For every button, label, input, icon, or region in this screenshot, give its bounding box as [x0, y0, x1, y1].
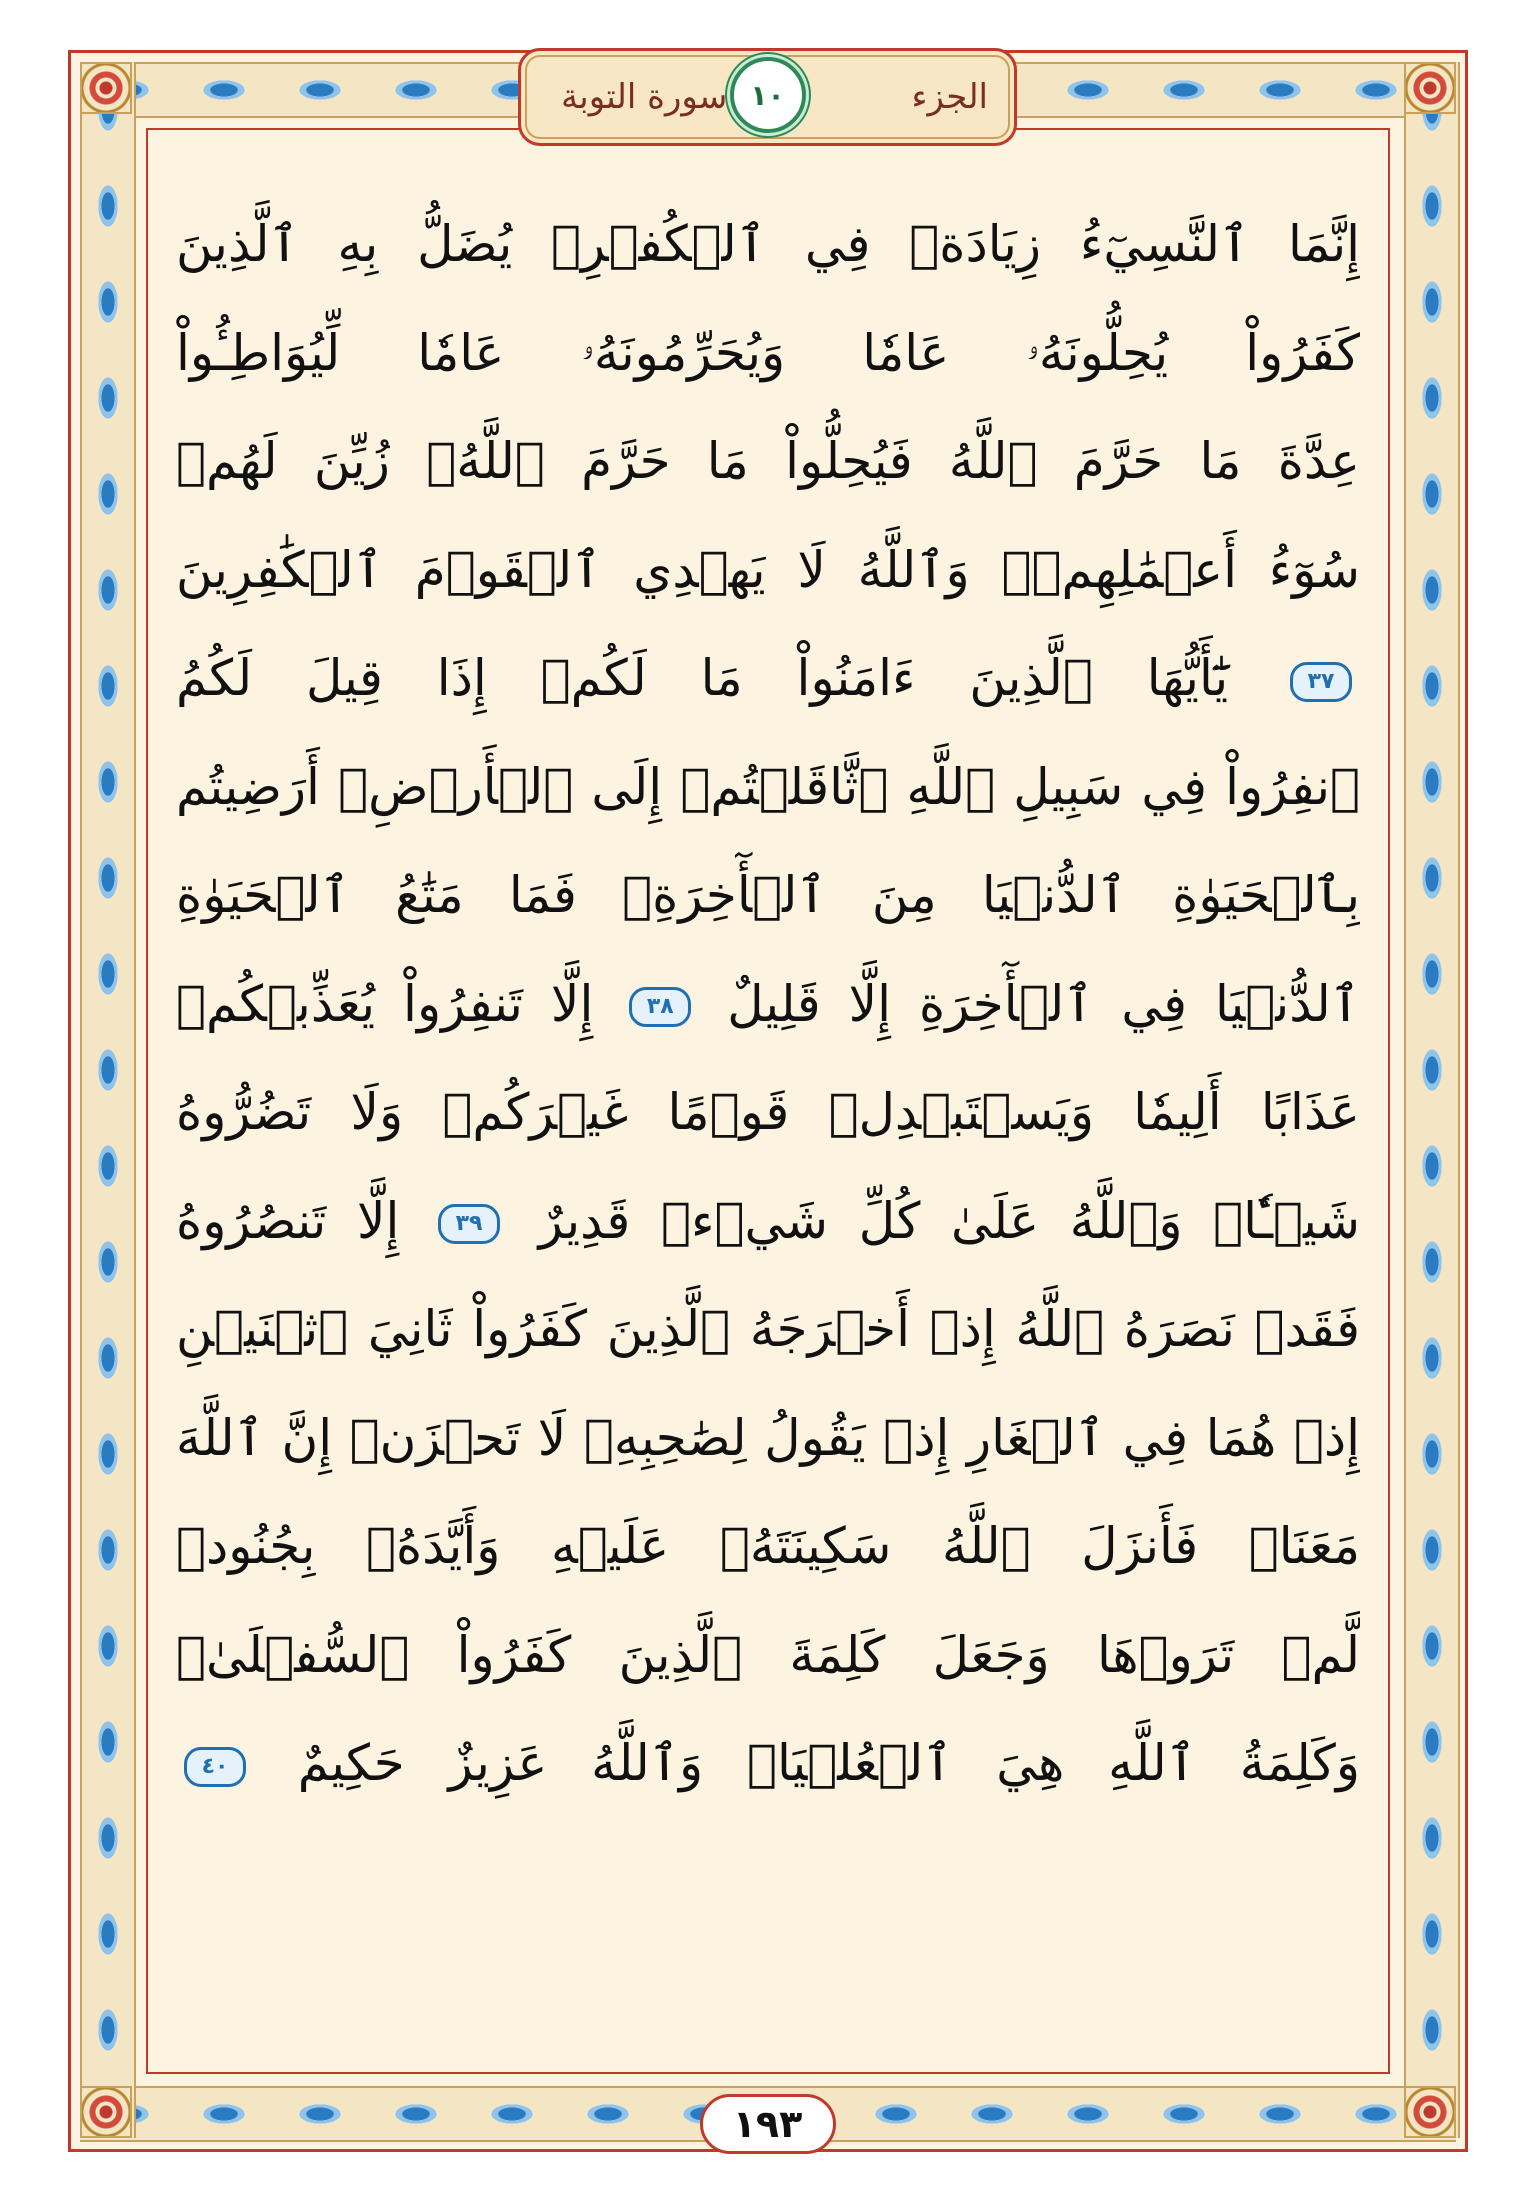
verse-line-2: كَفَرُواْ يُحِلُّونَهُۥ عَامٗا وَيُحَرِّمُونَهُۥ عَامٗا لِّيُوَاطِـُٔواْ	[176, 323, 1360, 382]
corner-rosette-icon	[1404, 2086, 1456, 2138]
left-ornament-border	[80, 62, 136, 2138]
ayah-end-marker: ٣٨	[629, 987, 691, 1027]
verse-line-11: فَقَدۡ نَصَرَهُ ٱللَّهُ إِذۡ أَخۡرَجَهُ ٱلَّذِينَ كَفَرُواْ ثَانِيَ ٱثۡنَيۡنِ	[176, 1300, 1360, 1358]
verse-line-4: سُوٓءُ أَعۡمَٰلِهِمۡۗ وَٱللَّهُ لَا يَهۡدِي ٱلۡقَوۡمَ ٱلۡكَٰفِرِينَ	[176, 540, 1360, 599]
verse-line-5: ٣٧ يَٰٓأَيُّهَا ٱلَّذِينَ ءَامَنُواْ مَا لَكُمۡ إِذَا قِيلَ لَكُمُ	[176, 624, 1360, 733]
verse-line-1: إِنَّمَا ٱلنَّسِيٓءُ زِيَادَةٞ فِي ٱلۡكُفۡرِۖ يُضَلُّ بِهِ ٱلَّذِينَ	[176, 215, 1360, 273]
verse-text	[176, 190, 1360, 1818]
page-number: ١٩٣	[700, 2094, 836, 2154]
corner-rosette-icon	[80, 2086, 132, 2138]
verse-line-15: وَكَلِمَةُ ٱللَّهِ هِيَ ٱلۡعُلۡيَاۗ وَٱللَّهُ عَزِيزٌ حَكِيمٌ ٤٠	[176, 1709, 1360, 1818]
verse-line-6: ٱنفِرُواْ فِي سَبِيلِ ٱللَّهِ ٱثَّاقَلۡتُمۡ إِلَى ٱلۡأَرۡضِۚ أَرَضِيتُم	[176, 757, 1360, 816]
corner-rosette-icon	[1404, 62, 1456, 114]
verse-line-9: عَذَابًا أَلِيمٗا وَيَسۡتَبۡدِلۡ قَوۡمًا غَيۡرَكُمۡ وَلَا تَضُرُّوهُ	[176, 1083, 1360, 1141]
verse-line-7: بِٱلۡحَيَوٰةِ ٱلدُّنۡيَا مِنَ ٱلۡأٓخِرَةِۚ فَمَا مَتَٰعُ ٱلۡحَيَوٰةِ	[176, 866, 1360, 924]
page-header	[518, 48, 1017, 146]
verse-line-13: مَعَنَاۖ فَأَنزَلَ ٱللَّهُ سَكِينَتَهُۥ عَلَيۡهِ وَأَيَّدَهُۥ بِجُنُودٖ	[176, 1517, 1360, 1575]
juz-label: الجزء	[911, 77, 988, 117]
ayah-end-marker: ٤٠	[184, 1747, 246, 1787]
right-ornament-border	[1404, 62, 1460, 2138]
verse-line-14: لَّمۡ تَرَوۡهَا وَجَعَلَ كَلِمَةَ ٱلَّذِينَ كَفَرُواْ ٱلسُّفۡلَىٰۗ	[176, 1625, 1360, 1684]
verse-line-3: عِدَّةَ مَا حَرَّمَ ٱللَّهُ فَيُحِلُّواْ مَا حَرَّمَ ٱللَّهُۚ زُيِّنَ لَهُمۡ	[176, 432, 1360, 490]
verse-line-10: شَيۡـٔٗاۗ وَٱللَّهُ عَلَىٰ كُلِّ شَيۡءٖ قَدِيرٌ ٣٩ إِلَّا تَنصُرُوهُ	[176, 1191, 1360, 1250]
verse-line-12: إِذۡ هُمَا فِي ٱلۡغَارِ إِذۡ يَقُولُ لِصَٰحِبِهِۦ لَا تَحۡزَنۡ إِنَّ ٱللَّهَ	[176, 1408, 1360, 1467]
surah-name: سورة التوبة	[561, 77, 728, 117]
ayah-end-marker: ٣٩	[438, 1204, 500, 1244]
ayah-end-marker: ٣٧	[1290, 662, 1352, 702]
verse-line-8: ٱلدُّنۡيَا فِي ٱلۡأٓخِرَةِ إِلَّا قَلِيلٌ ٣٨ إِلَّا تَنفِرُواْ يُعَذِّبۡكُمۡ	[176, 974, 1360, 1033]
juz-number-medallion: ١٠	[730, 57, 806, 133]
corner-rosette-icon	[80, 62, 132, 114]
